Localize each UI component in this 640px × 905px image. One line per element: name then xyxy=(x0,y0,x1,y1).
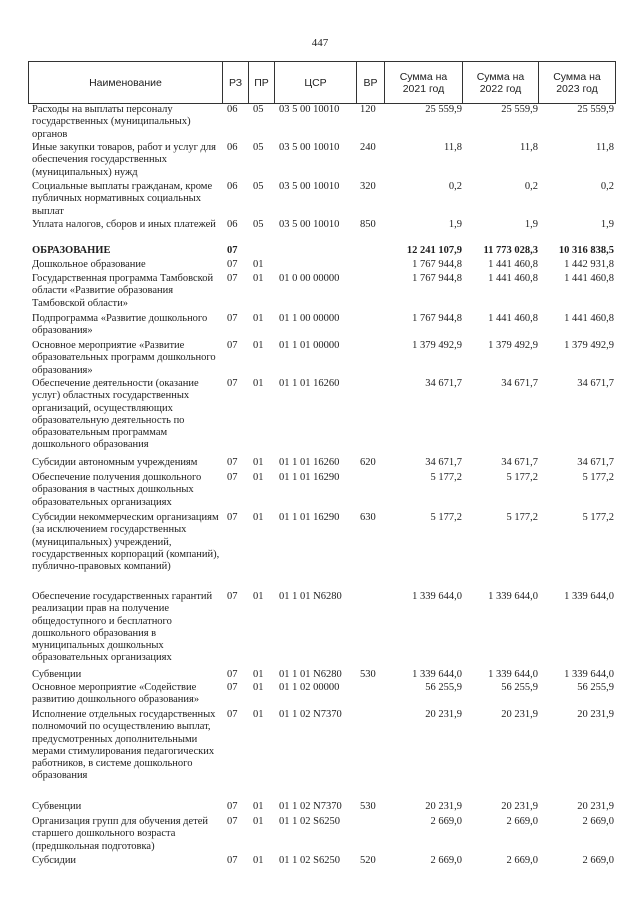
row-sum-2021: 5 177,2 xyxy=(430,472,462,483)
row-pr: 05 xyxy=(253,219,264,230)
row-sum-2023: 20 231,9 xyxy=(577,801,614,812)
row-sum-2021: 2 669,0 xyxy=(430,855,462,866)
row-csr: 03 5 00 10010 xyxy=(279,181,340,192)
row-pr: 01 xyxy=(253,816,264,827)
row-vr: 620 xyxy=(360,457,376,468)
row-sum-2022: 20 231,9 xyxy=(501,801,538,812)
row-sum-2023: 20 231,9 xyxy=(577,709,614,720)
row-name: Дошкольное образование xyxy=(32,259,146,270)
row-csr: 01 1 02 S6250 xyxy=(279,816,340,827)
row-rz: 07 xyxy=(227,259,238,270)
row-sum-2022: 56 255,9 xyxy=(501,682,538,693)
row-name: Субвенции xyxy=(32,801,82,812)
row-name: Расходы на выплаты персоналу государственных (муниципальных) органов xyxy=(32,104,191,140)
row-sum-2021: 5 177,2 xyxy=(430,512,462,523)
row-csr: 01 1 01 16290 xyxy=(279,472,340,483)
row-sum-2023: 1 442 931,8 xyxy=(564,259,614,270)
row-sum-2021: 20 231,9 xyxy=(425,801,462,812)
row-sum-2021: 11,8 xyxy=(444,142,462,153)
page-number: 447 xyxy=(311,37,329,49)
header-sum-2021: Сумма на 2021 год xyxy=(384,61,462,104)
row-name: ОБРАЗОВАНИЕ xyxy=(32,245,111,256)
header-pr: ПР xyxy=(248,61,274,104)
row-sum-2022: 34 671,7 xyxy=(501,378,538,389)
row-sum-2021: 20 231,9 xyxy=(425,709,462,720)
row-rz: 07 xyxy=(227,816,238,827)
row-sum-2021: 1 339 644,0 xyxy=(412,591,462,602)
row-sum-2021: 12 241 107,9 xyxy=(406,245,462,256)
row-rz: 06 xyxy=(227,181,238,192)
row-vr: 120 xyxy=(360,104,376,115)
row-vr: 530 xyxy=(360,669,376,680)
row-name: Обеспечение получения дошкольного образования в частных дошкольных образовательных организациях xyxy=(32,472,202,508)
row-pr: 01 xyxy=(253,512,264,523)
row-pr: 01 xyxy=(253,259,264,270)
row-pr: 05 xyxy=(253,142,264,153)
row-sum-2022: 1 339 644,0 xyxy=(488,591,538,602)
header-sum-2023: Сумма на 2023 год xyxy=(538,61,616,104)
row-name: Субсидии некоммерческим организациям (за исключением государственных (муниципальных) учреждений, государственных корпораций (компаний), публично-правовых компаний) xyxy=(32,512,220,573)
row-csr: 03 5 00 10010 xyxy=(279,104,340,115)
row-csr: 03 5 00 10010 xyxy=(279,219,340,230)
row-sum-2023: 11,8 xyxy=(596,142,614,153)
row-sum-2022: 5 177,2 xyxy=(506,512,538,523)
header-csr: ЦСР xyxy=(274,61,356,104)
row-csr: 01 1 02 N7370 xyxy=(279,709,342,720)
row-vr: 320 xyxy=(360,181,376,192)
row-pr: 01 xyxy=(253,457,264,468)
header-vr: ВР xyxy=(356,61,384,104)
row-pr: 01 xyxy=(253,801,264,812)
row-sum-2021: 1 767 944,8 xyxy=(412,313,462,324)
row-csr: 01 1 01 16260 xyxy=(279,378,340,389)
row-name: Основное мероприятие «Развитие образовательных программ дошкольного образования» xyxy=(32,340,216,376)
row-sum-2023: 34 671,7 xyxy=(577,378,614,389)
row-pr: 01 xyxy=(253,378,264,389)
row-name: Государственная программа Тамбовской области «Развитие образования Тамбовской области» xyxy=(32,273,214,309)
row-name: Основное мероприятие «Содействие развитию дошкольного образования» xyxy=(32,682,200,706)
row-name: Иные закупки товаров, работ и услуг для обеспечения государственных (муниципальных) нужд xyxy=(32,142,216,178)
row-rz: 07 xyxy=(227,801,238,812)
row-rz: 07 xyxy=(227,313,238,324)
row-sum-2022: 2 669,0 xyxy=(506,816,538,827)
row-sum-2022: 2 669,0 xyxy=(506,855,538,866)
row-pr: 01 xyxy=(253,682,264,693)
row-sum-2023: 1 339 644,0 xyxy=(564,591,614,602)
header-sum-2022: Сумма на 2022 год xyxy=(462,61,538,104)
row-sum-2021: 0,2 xyxy=(448,181,462,192)
row-sum-2021: 1 767 944,8 xyxy=(412,273,462,284)
row-rz: 07 xyxy=(227,378,238,389)
row-sum-2022: 1 379 492,9 xyxy=(488,340,538,351)
row-rz: 07 xyxy=(227,340,238,351)
row-csr: 03 5 00 10010 xyxy=(279,142,340,153)
row-name: Социальные выплаты гражданам, кроме публичных нормативных социальных выплат xyxy=(32,181,213,217)
row-vr: 530 xyxy=(360,801,376,812)
row-rz: 07 xyxy=(227,682,238,693)
row-sum-2023: 10 316 838,5 xyxy=(558,245,614,256)
row-sum-2023: 1 441 460,8 xyxy=(564,273,614,284)
row-sum-2021: 34 671,7 xyxy=(425,378,462,389)
row-pr: 01 xyxy=(253,340,264,351)
row-sum-2022: 1 441 460,8 xyxy=(488,259,538,270)
row-sum-2021: 1 767 944,8 xyxy=(412,259,462,270)
row-pr: 01 xyxy=(253,669,264,680)
row-rz: 07 xyxy=(227,512,238,523)
row-rz: 07 xyxy=(227,457,238,468)
row-name: Субсидии автономным учреждениям xyxy=(32,457,198,468)
row-sum-2021: 1 379 492,9 xyxy=(412,340,462,351)
row-pr: 01 xyxy=(253,273,264,284)
row-sum-2022: 11,8 xyxy=(520,142,538,153)
row-sum-2022: 34 671,7 xyxy=(501,457,538,468)
row-csr: 01 1 01 N6280 xyxy=(279,591,342,602)
row-sum-2021: 1,9 xyxy=(448,219,462,230)
row-sum-2022: 1,9 xyxy=(524,219,538,230)
row-rz: 07 xyxy=(227,472,238,483)
row-csr: 01 1 01 00000 xyxy=(279,340,340,351)
row-csr: 01 1 02 S6250 xyxy=(279,855,340,866)
row-pr: 05 xyxy=(253,104,264,115)
row-name: Организация групп для обучения детей старшего дошкольного возраста (предшкольная подготовка) xyxy=(32,816,209,852)
row-sum-2022: 5 177,2 xyxy=(506,472,538,483)
row-sum-2023: 2 669,0 xyxy=(582,855,614,866)
row-rz: 07 xyxy=(227,669,238,680)
row-sum-2022: 0,2 xyxy=(524,181,538,192)
row-rz: 07 xyxy=(227,855,238,866)
row-csr: 01 1 02 00000 xyxy=(279,682,340,693)
row-vr: 520 xyxy=(360,855,376,866)
row-vr: 850 xyxy=(360,219,376,230)
row-pr: 05 xyxy=(253,181,264,192)
row-sum-2022: 1 339 644,0 xyxy=(488,669,538,680)
row-sum-2023: 5 177,2 xyxy=(582,512,614,523)
row-sum-2022: 20 231,9 xyxy=(501,709,538,720)
row-sum-2023: 2 669,0 xyxy=(582,816,614,827)
row-rz: 06 xyxy=(227,104,238,115)
row-sum-2023: 25 559,9 xyxy=(577,104,614,115)
row-csr: 01 1 01 16260 xyxy=(279,457,340,468)
row-name: Подпрограмма «Развитие дошкольного образования» xyxy=(32,313,208,337)
row-rz: 07 xyxy=(227,709,238,720)
row-sum-2021: 56 255,9 xyxy=(425,682,462,693)
row-pr: 01 xyxy=(253,313,264,324)
row-csr: 01 1 00 00000 xyxy=(279,313,340,324)
row-pr: 01 xyxy=(253,709,264,720)
row-pr: 01 xyxy=(253,855,264,866)
row-sum-2023: 1,9 xyxy=(600,219,614,230)
row-sum-2021: 25 559,9 xyxy=(425,104,462,115)
row-sum-2023: 34 671,7 xyxy=(577,457,614,468)
row-sum-2023: 0,2 xyxy=(600,181,614,192)
row-rz: 06 xyxy=(227,142,238,153)
row-name: Субвенции xyxy=(32,669,82,680)
row-rz: 07 xyxy=(227,245,238,256)
header-rz: РЗ xyxy=(222,61,248,104)
row-sum-2021: 1 339 644,0 xyxy=(412,669,462,680)
row-rz: 07 xyxy=(227,273,238,284)
header-name: Наименование xyxy=(28,61,222,104)
row-sum-2023: 1 339 644,0 xyxy=(564,669,614,680)
row-sum-2023: 1 441 460,8 xyxy=(564,313,614,324)
row-sum-2022: 1 441 460,8 xyxy=(488,313,538,324)
row-sum-2023: 1 379 492,9 xyxy=(564,340,614,351)
row-vr: 240 xyxy=(360,142,376,153)
row-sum-2022: 1 441 460,8 xyxy=(488,273,538,284)
row-csr: 01 1 01 N6280 xyxy=(279,669,342,680)
row-vr: 630 xyxy=(360,512,376,523)
row-csr: 01 1 01 16290 xyxy=(279,512,340,523)
row-sum-2022: 25 559,9 xyxy=(501,104,538,115)
row-pr: 01 xyxy=(253,591,264,602)
row-name: Обеспечение деятельности (оказание услуг) областных государственных организаций, осуществляющих образовательную деятельность по образовательным программам дошкольного образования xyxy=(32,378,199,451)
row-csr: 01 1 02 N7370 xyxy=(279,801,342,812)
row-name: Уплата налогов, сборов и иных платежей xyxy=(32,219,216,230)
row-csr: 01 0 00 00000 xyxy=(279,273,340,284)
row-rz: 06 xyxy=(227,219,238,230)
row-sum-2022: 11 773 028,3 xyxy=(483,245,538,256)
row-sum-2021: 34 671,7 xyxy=(425,457,462,468)
row-sum-2023: 56 255,9 xyxy=(577,682,614,693)
row-sum-2023: 5 177,2 xyxy=(582,472,614,483)
row-rz: 07 xyxy=(227,591,238,602)
row-name: Субсидии xyxy=(32,855,77,866)
row-sum-2021: 2 669,0 xyxy=(430,816,462,827)
row-name: Исполнение отдельных государственных полномочий по осуществлению выплат, предусмотренных дополнительными мерами стимулирования педагогических работников, в системе дошкольного образования xyxy=(32,709,216,782)
row-pr: 01 xyxy=(253,472,264,483)
row-name: Обеспечение государственных гарантий реализации прав на получение общедоступного и бесплатного дошкольного образования в муниципальных дошкольных образовательных организациях xyxy=(32,591,213,664)
